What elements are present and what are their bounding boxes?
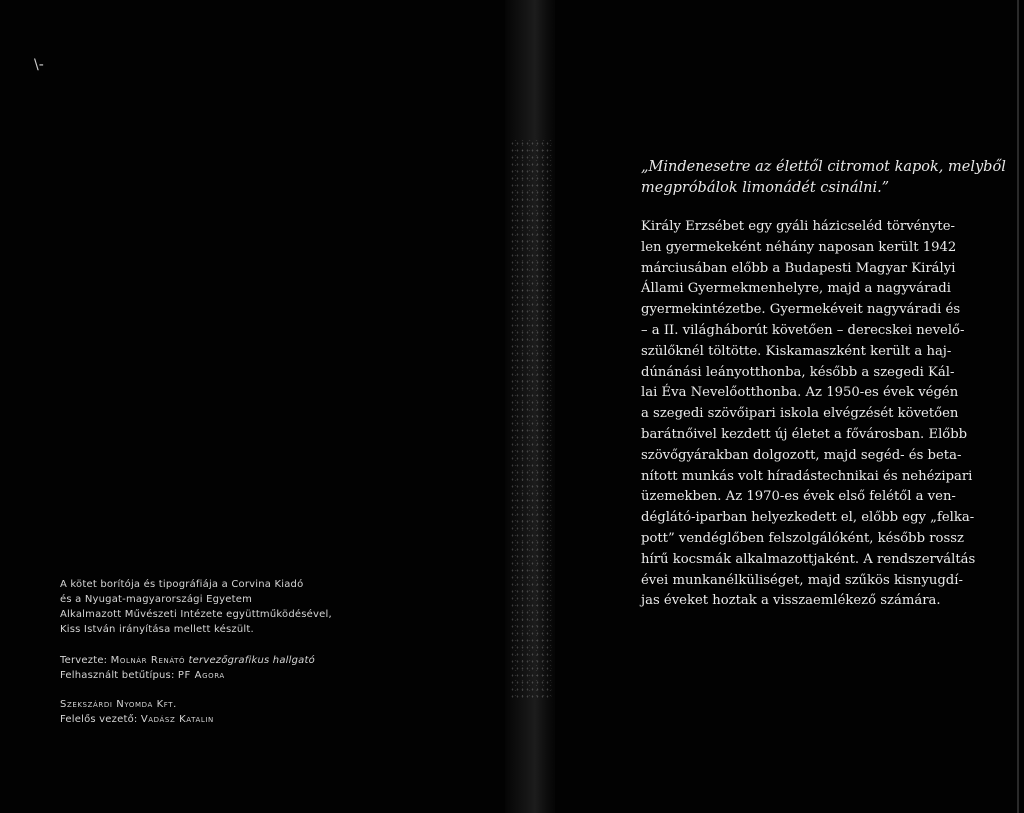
credits-line: Kiss István irányítása mellett készült. <box>60 624 254 635</box>
body-line: hírű kocsmák alkalmazottjaként. A rendszerváltás <box>641 551 976 567</box>
colophon-designer <box>60 653 315 683</box>
quote-line: megpróbálok limonádét csinálni.” <box>641 180 890 196</box>
printer-manager-line <box>60 712 214 727</box>
body-line: déglátó-iparban helyezkedett el, előbb egy „felka- <box>641 510 975 526</box>
epigraph-quote <box>641 157 1006 199</box>
font-prefix: Felhasznált betűtípus: <box>60 670 178 681</box>
body-line: dúnánási leányotthonba, később a szegedi Kál- <box>641 364 955 380</box>
body-line: évei munkanélküliséget, majd szűkös kisnyugdí- <box>641 572 963 588</box>
body-line: Király Erzsébet egy gyáli házicseléd törvényte- <box>641 219 955 234</box>
designer-name: Molnár Renátó <box>110 655 186 666</box>
font-line <box>60 668 315 683</box>
font-name: PF Agora <box>177 670 225 681</box>
body-line: üzemekben. Az 1970-es évek első felétől a ven- <box>641 489 956 505</box>
body-line: márciusában előbb a Budapesti Magyar Királyi <box>641 260 956 276</box>
body-line: barátnőivel kezdett új életet a fővárosban. Előbb <box>641 426 968 442</box>
body-line: szülőknél töltötte. Kiskamaszként került a haj- <box>641 343 952 359</box>
credits-line: A kötet borítója és tipográfiája a Corvina Kiadó <box>60 579 304 590</box>
designer-role: tervezőgrafikus hallgató <box>185 655 315 666</box>
body-line: gyermekintézetbe. Gyermekéveit nagyváradi és <box>641 302 961 318</box>
manager-prefix: Felelős vezető: <box>60 714 141 725</box>
page-edge <box>1017 0 1019 813</box>
colophon-printer <box>60 697 214 727</box>
body-line: szövőgyárakban dolgozott, majd segéd- és beta- <box>641 447 962 463</box>
credits-line: és a Nyugat-magyarországi Egyetem <box>60 594 253 605</box>
speck-mark: \- <box>34 57 44 73</box>
body-line: nított munkás volt híradástechnikai és nehézipari <box>641 468 973 484</box>
quote-line: „Mindenesetre az élettől citromot kapok, melyből <box>641 159 1006 175</box>
manager-name: Vadász Katalin <box>140 714 214 725</box>
body-line: pott” vendéglőben felszolgálóként, később rossz <box>641 530 964 546</box>
designer-line <box>60 653 315 668</box>
body-line: Állami Gyermekmenhelyre, majd a nagyváradi <box>641 281 951 297</box>
designer-prefix: Tervezte: <box>60 655 111 666</box>
body-line: a szegedi szövőipari iskola elvégzését követően <box>641 406 959 422</box>
body-line: jas éveket hoztak a visszaemlékező számára. <box>641 593 941 609</box>
body-line: len gyermekeként néhány naposan került 1942 <box>641 239 957 255</box>
colophon-credits <box>60 577 332 637</box>
printer-company: Szekszárdi Nyomda Kft. <box>60 699 177 710</box>
body-line: – a II. világháborút követően – derecskei nevelő- <box>641 322 965 338</box>
spine-texture <box>510 140 552 700</box>
blurb-body <box>641 217 976 612</box>
credits-line: Alkalmazott Művészeti Intézete együttműködésével, <box>60 609 332 620</box>
body-line: lai Éva Nevelőotthonba. Az 1950-es évek végén <box>641 385 959 401</box>
